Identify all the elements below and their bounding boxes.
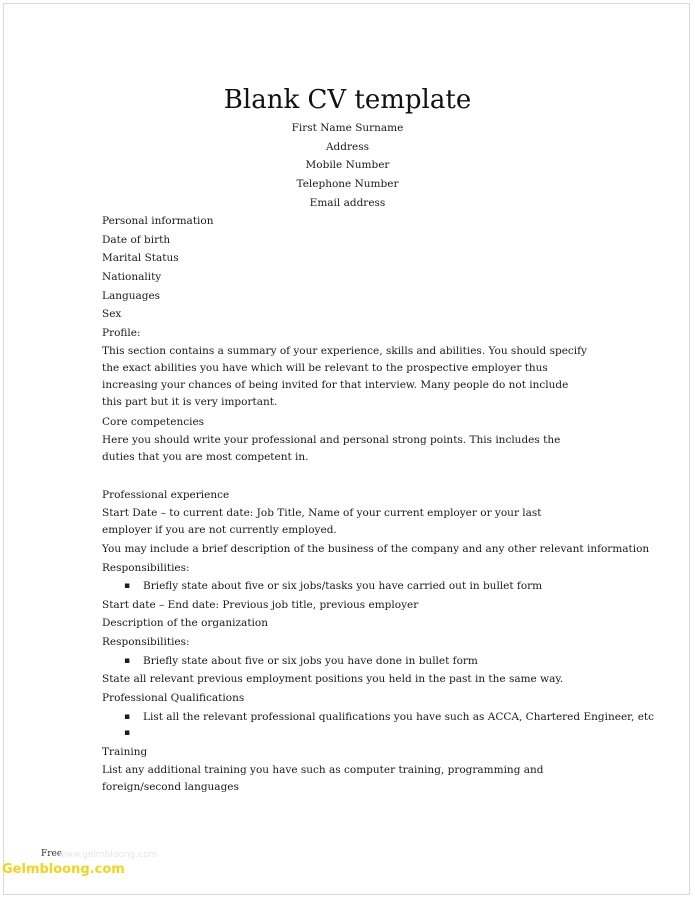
- profile-label: Profile:: [102, 327, 141, 339]
- bullet-marker: ▪: [124, 581, 131, 591]
- responsibilities-label-1: Responsibilities:: [102, 562, 190, 574]
- contact-email: Email address: [309, 197, 386, 209]
- languages-label: Languages: [102, 290, 161, 302]
- professional-experience-heading: Professional experience: [102, 489, 230, 501]
- contact-name: First Name Surname: [291, 122, 404, 134]
- nationality-label: Nationality: [102, 271, 162, 283]
- core-competencies-heading: Core competencies: [102, 416, 205, 428]
- experience-company-description: You may include a brief description of the business of the company and any other relevant information: [102, 543, 650, 555]
- contact-address: Address: [325, 141, 370, 153]
- core-competencies-text: Here you should write your professional and personal strong points. This includes the duties that you are most competent in.: [102, 434, 561, 463]
- training-text: List any additional training you have such as computer training, programming and foreign/second languages: [102, 764, 544, 793]
- date-of-birth-label: Date of birth: [102, 234, 171, 246]
- watermark-url: www.gelmbloong.com: [58, 850, 158, 860]
- document-title: Blank CV template: [223, 85, 472, 115]
- organization-description-line: Description of the organization: [102, 617, 268, 629]
- marital-status-label: Marital Status: [102, 252, 179, 264]
- profile-text: This section contains a summary of your experience, skills and abilities. You should specify the exact abilities you have which will be relevant to the prospective employer thus increasing your chances of being invited for that interview. Many people do not include this part but it is very important.: [102, 345, 587, 408]
- professional-qualifications-heading: Professional Qualifications: [102, 692, 245, 704]
- state-all-positions-line: State all relevant previous employment positions you held in the past in the same way.: [102, 673, 564, 685]
- experience-current-job: Start Date – to current date: Job Title, Name of your current employer or your last employer if you are not currently employed.: [102, 507, 542, 536]
- bullet-marker: ▪: [124, 712, 131, 722]
- bullet-item-3: List all the relevant professional qualifications you have such as ACCA, Chartered Engineer, etc: [143, 711, 655, 723]
- responsibilities-label-2: Responsibilities:: [102, 636, 190, 648]
- contact-mobile: Mobile Number: [305, 159, 390, 171]
- bullet-marker: ▪: [124, 656, 131, 666]
- personal-info-heading: Personal information: [102, 215, 214, 227]
- bullet-item-2: Briefly state about five or six jobs you have done in bullet form: [143, 655, 478, 667]
- previous-job-line: Start date – End date: Previous job title, previous employer: [102, 599, 419, 611]
- sex-label: Sex: [102, 308, 122, 320]
- training-heading: Training: [102, 746, 148, 758]
- contact-telephone: Telephone Number: [296, 178, 399, 190]
- bullet-marker: ▪: [124, 728, 131, 738]
- watermark-logo: Gelmbloong.com: [2, 862, 125, 877]
- footer-free-text: Free: [41, 849, 63, 859]
- bullet-item-1: Briefly state about five or six jobs/tasks you have carried out in bullet form: [143, 580, 543, 592]
